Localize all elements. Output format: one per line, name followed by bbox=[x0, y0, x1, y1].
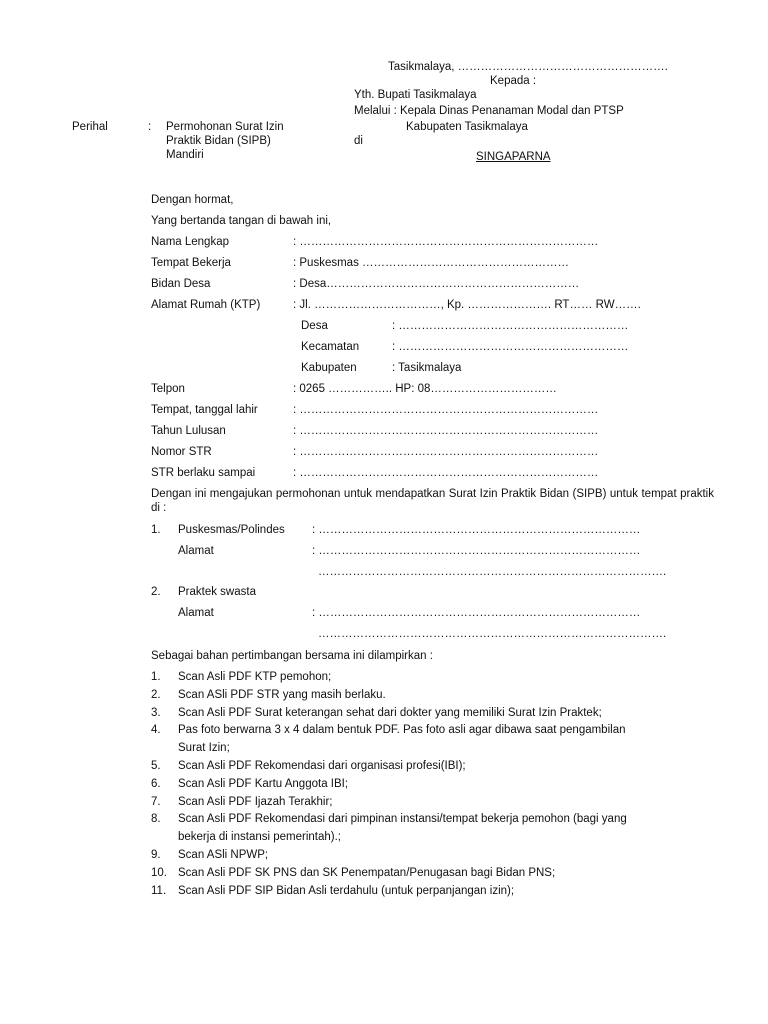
field-value-alamat: : Jl. ……………………………, Kp. …………………. RT…… RW……. bbox=[293, 299, 641, 311]
field-label-bidan-desa: Bidan Desa bbox=[151, 278, 211, 290]
attachments-intro: Sebagai bahan pertimbangan bersama ini dilampirkan : bbox=[151, 650, 433, 662]
perihal-label: Perihal bbox=[72, 121, 108, 133]
field-value-nomor-str: : …………………………………………………………………… bbox=[293, 446, 599, 458]
attachment-text: Scan Asli PDF Ijazah Terakhir; bbox=[178, 796, 333, 808]
greeting: Dengan hormat, bbox=[151, 194, 234, 206]
attachment-number: 5. bbox=[151, 760, 161, 772]
address-sub-label-desa: Desa bbox=[301, 320, 328, 332]
attachment-number: 2. bbox=[151, 689, 161, 701]
field-value-tahun-lulusan: : …………………………………………………………………… bbox=[293, 425, 599, 437]
address-sub-label-kecamatan: Kecamatan bbox=[301, 341, 360, 353]
attachment-text: Scan Asli PDF Rekomendasi dari pimpinan instansi/tempat bekerja pemohon (bagi yang bbox=[178, 813, 627, 825]
attachment-number: 11. bbox=[151, 885, 167, 897]
field-label-telpon: Telpon bbox=[151, 383, 185, 395]
address-sub-value-kecamatan: : …………………………………………………… bbox=[392, 341, 629, 353]
attachment-number: 8. bbox=[151, 813, 161, 825]
attachment-text: Scan ASli NPWP; bbox=[178, 849, 269, 861]
place-alamat-label: Alamat bbox=[178, 607, 214, 619]
field-label-str-berlaku: STR berlaku sampai bbox=[151, 467, 256, 479]
perihal-line: Permohonan Surat Izin bbox=[166, 121, 284, 133]
address-sub-label-kabupaten: Kabupaten bbox=[301, 362, 357, 374]
place-label-praktek-swasta: Praktek swasta bbox=[178, 586, 256, 598]
attachment-text: Scan Asli PDF Surat keterangan sehat dari dokter yang memiliki Surat Izin Praktek; bbox=[178, 707, 602, 719]
attachment-text: Scan Asli PDF KTP pemohon; bbox=[178, 671, 332, 683]
field-value-ttl: : …………………………………………………………………… bbox=[293, 404, 599, 416]
place-alamat-label: Alamat bbox=[178, 545, 214, 557]
attachment-number: 9. bbox=[151, 849, 161, 861]
attachment-text: Pas foto berwarna 3 x 4 dalam bentuk PDF. Pas foto asli agar dibawa saat pengambilan bbox=[178, 724, 626, 736]
field-label-tahun-lulusan: Tahun Lulusan bbox=[151, 425, 226, 437]
field-value-telpon: : 0265 …………….. HP: 08…………………………… bbox=[293, 383, 557, 395]
field-value-nama: : …………………………………………………………………… bbox=[293, 236, 599, 248]
place-number: 1. bbox=[151, 524, 161, 536]
attachment-number: 1. bbox=[151, 671, 161, 683]
addressee-line: Yth. Bupati Tasikmalaya bbox=[354, 89, 477, 101]
city-name: SINGAPARNA bbox=[476, 151, 551, 163]
attachment-text: Scan Asli PDF SIP Bidan Asli terdahulu (untuk perpanjangan izin); bbox=[178, 885, 515, 897]
perihal-line: Praktik Bidan (SIPB) bbox=[166, 135, 271, 147]
request-paragraph: Dengan ini mengajukan permohonan untuk mendapatkan Surat Izin Praktik Bidan (SIPB) untuk tempat praktik di : bbox=[151, 488, 714, 514]
field-label-nama: Nama Lengkap bbox=[151, 236, 229, 248]
field-label-tempat-bekerja: Tempat Bekerja bbox=[151, 257, 231, 269]
field-label-alamat: Alamat Rumah (KTP) bbox=[151, 299, 261, 311]
place-alamat-continuation: ………………………………………………………………………………. bbox=[318, 566, 667, 578]
perihal-colon: : bbox=[148, 121, 152, 133]
place-date: Tasikmalaya, ………………………………………………. bbox=[388, 61, 668, 73]
attachment-text-continuation: Surat Izin; bbox=[178, 742, 230, 754]
attachment-text-continuation: bekerja di instansi pemerintah).; bbox=[178, 831, 341, 843]
via-line: Melalui : Kepala Dinas Penanaman Modal dan PTSP bbox=[354, 105, 624, 117]
attachment-number: 3. bbox=[151, 707, 161, 719]
di-label: di bbox=[354, 135, 363, 147]
place-alamat-value: : ………………………………………………………………………… bbox=[312, 607, 641, 619]
perihal-line: Mandiri bbox=[166, 149, 204, 161]
attachment-number: 6. bbox=[151, 778, 161, 790]
attachment-text: Scan Asli PDF SK PNS dan SK Penempatan/Penugasan bagi Bidan PNS; bbox=[178, 867, 556, 879]
field-value-str-berlaku: : …………………………………………………………………… bbox=[293, 467, 599, 479]
address-sub-value-desa: : …………………………………………………… bbox=[392, 320, 629, 332]
attachment-number: 4. bbox=[151, 724, 161, 736]
intro-text: Yang bertanda tangan di bawah ini, bbox=[151, 215, 332, 227]
field-label-nomor-str: Nomor STR bbox=[151, 446, 212, 458]
field-value-tempat-bekerja: : Puskesmas ……………………………………………… bbox=[293, 257, 570, 269]
field-label-ttl: Tempat, tanggal lahir bbox=[151, 404, 258, 416]
attachment-number: 10. bbox=[151, 867, 167, 879]
attachment-text: Scan Asli PDF Kartu Anggota IBI; bbox=[178, 778, 349, 790]
place-value-puskesmas: : ………………………………………………………………………… bbox=[312, 524, 641, 536]
place-alamat-value: : ………………………………………………………………………… bbox=[312, 545, 641, 557]
regency-line: Kabupaten Tasikmalaya bbox=[406, 121, 528, 133]
place-label-puskesmas: Puskesmas/Polindes bbox=[178, 524, 285, 536]
address-sub-value-kabupaten: : Tasikmalaya bbox=[392, 362, 462, 374]
kepada-label: Kepada : bbox=[490, 75, 537, 87]
place-alamat-continuation: ………………………………………………………………………………. bbox=[318, 628, 667, 640]
attachment-text: Scan ASli PDF STR yang masih berlaku. bbox=[178, 689, 386, 701]
attachment-text: Scan Asli PDF Rekomendasi dari organisasi profesi(IBI); bbox=[178, 760, 466, 772]
place-number: 2. bbox=[151, 586, 161, 598]
attachment-number: 7. bbox=[151, 796, 161, 808]
field-value-bidan-desa: : Desa………………………………………………………… bbox=[293, 278, 580, 290]
